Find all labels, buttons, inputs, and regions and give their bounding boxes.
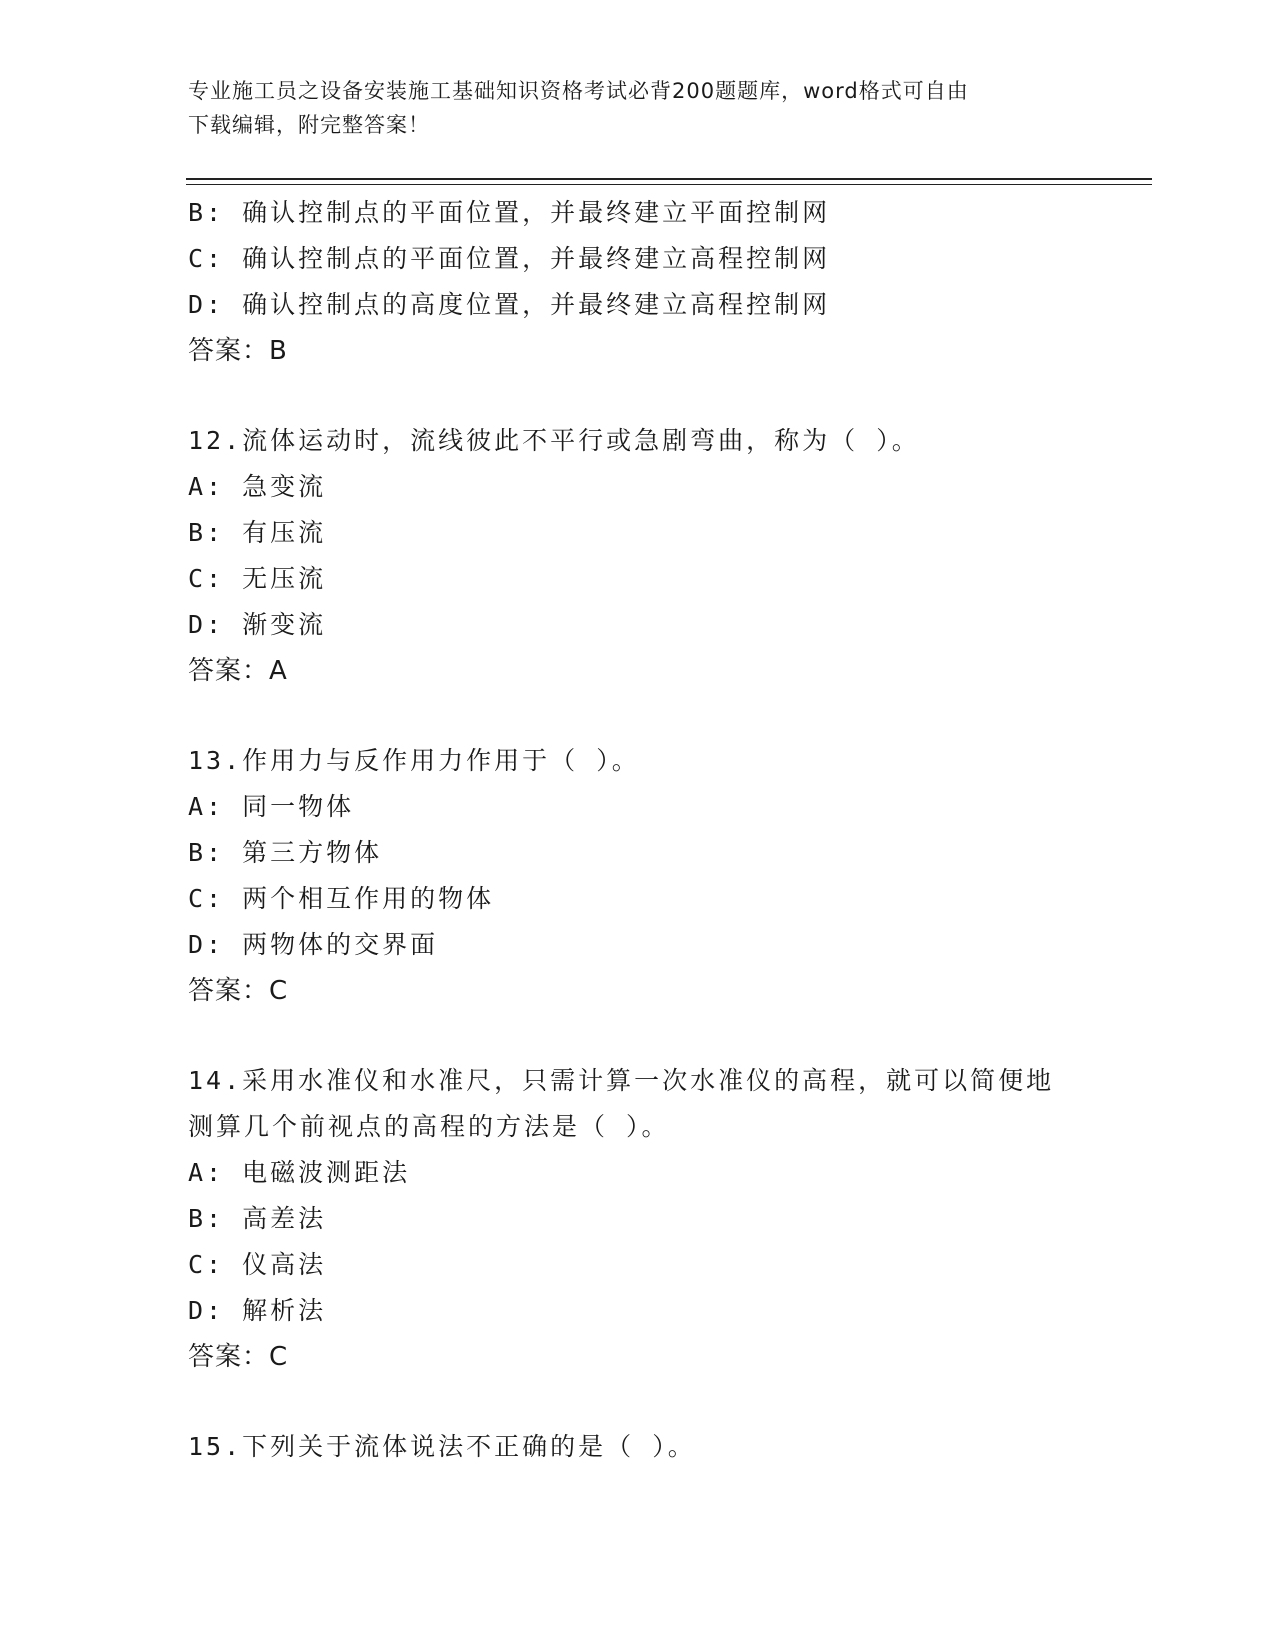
question-text: 12.流体运动时，流线彼此不平行或急剧弯曲，称为（ ）。 — [188, 426, 920, 455]
option-a: A: 电磁波测距法 — [188, 1158, 411, 1187]
question-14 — [188, 1058, 1088, 1380]
answer-label: 答案：C — [188, 976, 289, 1006]
option-a: A: 急变流 — [188, 472, 327, 501]
question-12 — [188, 418, 1088, 694]
option-c: C: 无压流 — [188, 564, 327, 593]
spacer — [188, 1014, 1088, 1058]
option-b: B: 确认控制点的平面位置，并最终建立平面控制网 — [188, 198, 831, 227]
answer-label: 答案：A — [188, 656, 288, 686]
spacer — [188, 374, 1088, 418]
header-divider-thick — [186, 178, 1152, 180]
answer-label: 答案：C — [188, 1342, 289, 1372]
question-text: 15.下列关于流体说法不正确的是（ ）。 — [188, 1432, 696, 1461]
question-11-continued — [188, 190, 1088, 374]
header-divider-thin — [186, 184, 1152, 185]
question-13 — [188, 738, 1088, 1014]
question-text-line-1: 14.采用水准仪和水准尺，只需计算一次水准仪的高程，就可以简便地 — [188, 1066, 1055, 1095]
option-d: D: 解析法 — [188, 1296, 327, 1325]
question-15 — [188, 1424, 1088, 1470]
option-b: B: 高差法 — [188, 1204, 327, 1233]
spacer — [188, 694, 1088, 738]
spacer — [188, 1380, 1088, 1424]
question-text-line-2: 测算几个前视点的高程的方法是（ ）。 — [188, 1112, 670, 1141]
question-list — [188, 190, 1088, 1470]
option-c: C: 确认控制点的平面位置，并最终建立高程控制网 — [188, 244, 831, 273]
option-c: C: 两个相互作用的物体 — [188, 884, 495, 913]
header-title-line-2: 下载编辑，附完整答案！ — [188, 113, 430, 137]
option-d: D: 确认控制点的高度位置，并最终建立高程控制网 — [188, 290, 831, 319]
answer-label: 答案：B — [188, 336, 288, 366]
option-b: B: 有压流 — [188, 518, 327, 547]
header-title-line-1: 专业施工员之设备安装施工基础知识资格考试必背200题题库，word格式可自由 — [188, 79, 969, 103]
document-header — [188, 74, 1088, 142]
option-b: B: 第三方物体 — [188, 838, 383, 867]
option-d: D: 两物体的交界面 — [188, 930, 439, 959]
option-a: A: 同一物体 — [188, 792, 355, 821]
option-c: C: 仪高法 — [188, 1250, 327, 1279]
question-text: 13.作用力与反作用力作用于（ ）。 — [188, 746, 640, 775]
option-d: D: 渐变流 — [188, 610, 327, 639]
